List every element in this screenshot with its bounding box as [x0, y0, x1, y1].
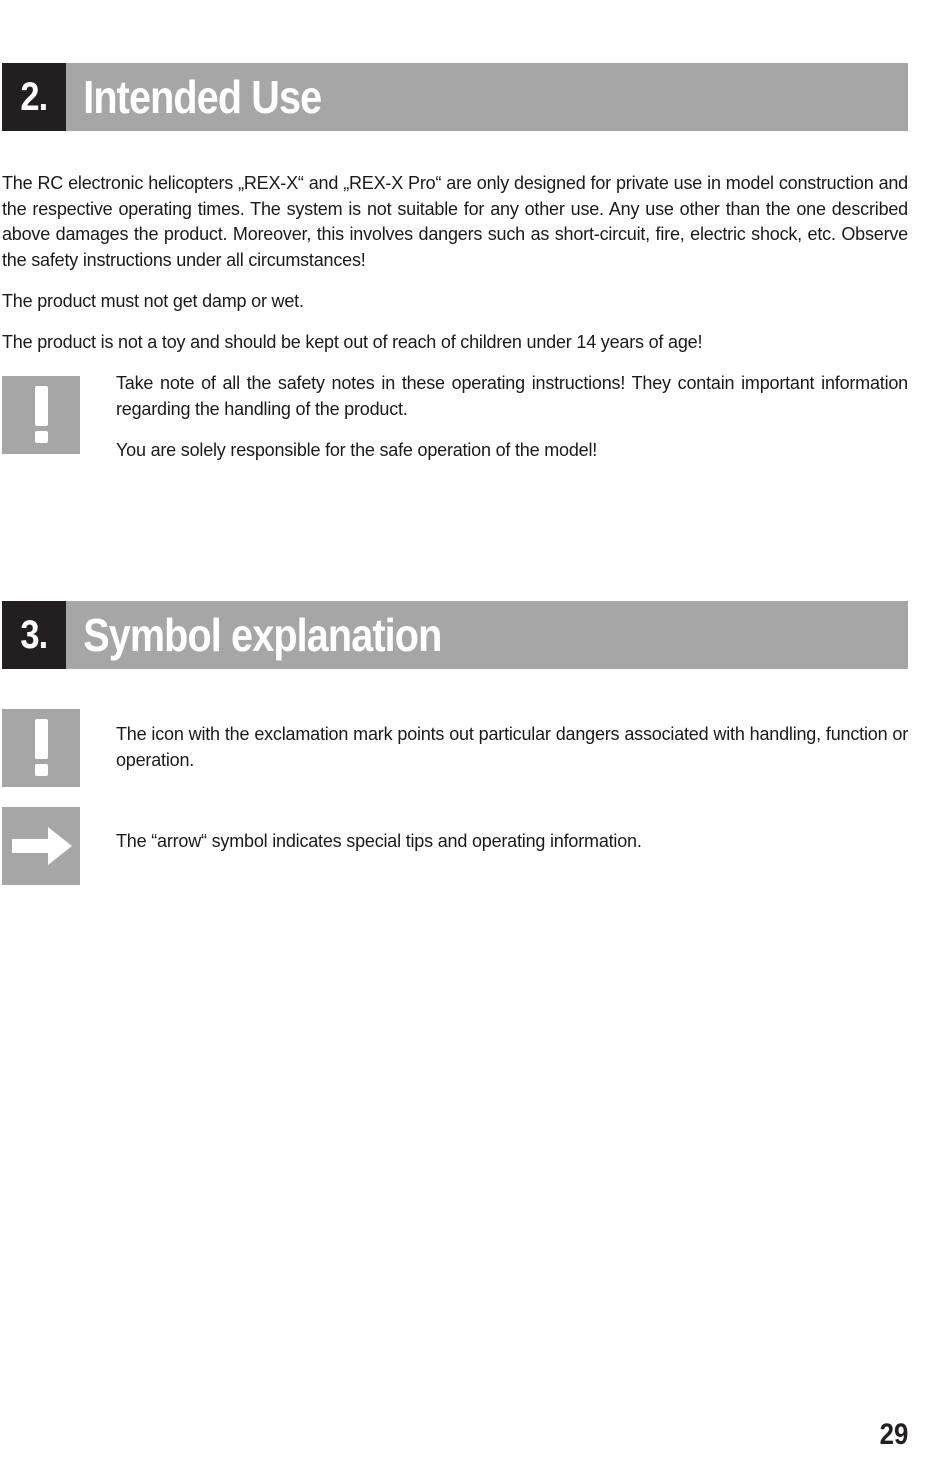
exclamation-symbol-description: The icon with the exclamation mark points out particular dangers associated with handling, function or operation.	[116, 724, 908, 770]
section-2-header	[2, 63, 908, 131]
responsibility-text: You are solely responsible for the safe operation of the model!	[116, 440, 598, 460]
exclamation-icon	[2, 376, 80, 454]
section-3-number: 3.	[2, 601, 66, 669]
section-number-box	[2, 601, 66, 669]
page-number: 29	[879, 1418, 908, 1451]
safety-notes-text: Take note of all the safety notes in these operating instructions! They contain important information regarding the handling of the product.	[116, 373, 908, 419]
section-2-number: 2.	[2, 63, 66, 131]
arrow-symbol-description: The “arrow“ symbol indicates special tips and operating information.	[116, 831, 642, 851]
damp-warning-paragraph: The product must not get damp or wet.	[2, 291, 304, 311]
intended-use-paragraph: The RC electronic helicopters „REX-X“ and „REX-X Pro“ are only designed for private use in model construction and the respective operating times. The system is not suitable for any other use. Any use other than the one described above damages the product. Moreover, this involves dangers such as short-circuit, fire, electric shock, etc. Observe the safety instructions under all circumstances!	[2, 173, 908, 270]
arrow-right-icon	[2, 807, 80, 885]
section-3-header	[2, 601, 908, 669]
section-3-title: Symbol explanation	[83, 609, 442, 661]
section-2-title: Intended Use	[83, 71, 322, 123]
exclamation-icon	[2, 709, 80, 787]
children-warning-paragraph: The product is not a toy and should be kept out of reach of children under 14 years of age!	[2, 332, 703, 352]
section-number-box	[2, 63, 66, 131]
